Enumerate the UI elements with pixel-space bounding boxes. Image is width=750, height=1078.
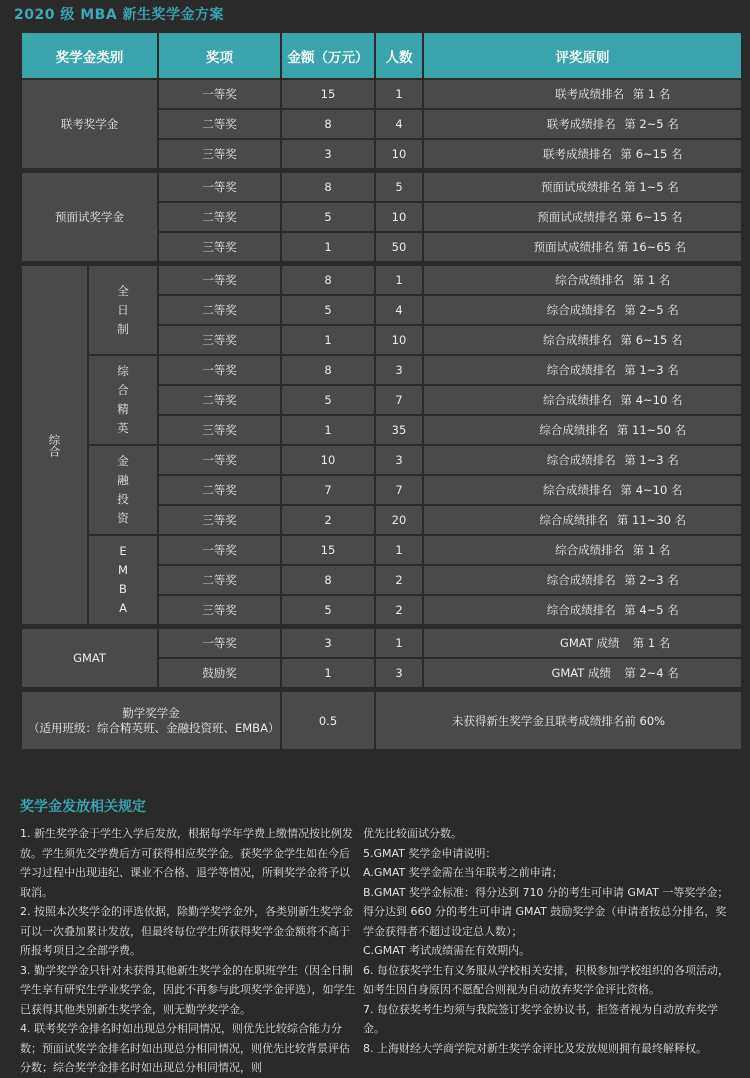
amount-cell: 3 (282, 629, 374, 657)
count-cell: 3 (376, 356, 422, 384)
amount-cell: 7 (282, 476, 374, 504)
basis-text: 综合成绩排名 (546, 303, 616, 317)
basis-cell (424, 506, 741, 534)
rank-text: 第 2~4 名 (624, 666, 679, 680)
basis-text: 预面试成绩排名 (540, 180, 622, 194)
award-cell: 一等奖 (159, 446, 280, 474)
award-cell: 一等奖 (159, 356, 280, 384)
rank-text: 第 1 名 (632, 636, 671, 650)
basis-text: 综合成绩排名 (539, 513, 609, 527)
spacer-cell (22, 626, 741, 627)
rule-paragraph: 优先比较面试分数。 (363, 827, 462, 840)
table-header-row (22, 33, 741, 78)
count-cell: 1 (376, 536, 422, 564)
basis-text: 综合成绩排名 (543, 483, 613, 497)
rank-text: 第 1~5 名 (624, 180, 679, 194)
count-cell: 10 (376, 203, 422, 231)
diligence-category-cell (22, 692, 280, 749)
count-cell: 4 (376, 110, 422, 138)
basis-text: GMAT 成绩 (559, 636, 620, 650)
subgroup-cell: 综 合 精 英 (89, 356, 157, 444)
rank-text: 第 1~3 名 (624, 363, 679, 377)
basis-cell (424, 659, 741, 687)
amount-cell: 1 (282, 416, 374, 444)
basis-text: 联考成绩排名 (546, 117, 616, 131)
award-cell: 一等奖 (159, 80, 280, 108)
count-cell: 4 (376, 296, 422, 324)
basis-cell (424, 203, 741, 231)
basis-cell (424, 596, 741, 624)
header-basis: 评奖原则 (424, 33, 741, 78)
amount-cell: 8 (282, 110, 374, 138)
rank-text: 第 16~65 名 (616, 240, 687, 254)
amount-cell: 5 (282, 596, 374, 624)
table-row (22, 173, 741, 201)
basis-text: 综合成绩排名 (543, 393, 613, 407)
rule-paragraph: 5.GMAT 奖学金申请说明： (363, 846, 497, 860)
spacer-cell (22, 170, 741, 171)
amount-cell: 1 (282, 326, 374, 354)
rank-text: 第 11~30 名 (616, 513, 687, 527)
award-cell: 三等奖 (159, 326, 280, 354)
count-cell: 2 (376, 566, 422, 594)
basis-text: 综合成绩排名 (546, 453, 616, 467)
category-cell: 联考奖学金 (22, 80, 157, 168)
count-cell: 1 (376, 80, 422, 108)
subgroup-cell: 全 日 制 (89, 266, 157, 354)
subgroup-cell: E M B A (89, 536, 157, 624)
count-cell: 2 (376, 596, 422, 624)
amount-cell: 8 (282, 566, 374, 594)
award-cell: 一等奖 (159, 173, 280, 201)
rank-text: 第 4~10 名 (620, 393, 683, 407)
basis-cell (424, 110, 741, 138)
basis-cell (424, 233, 741, 261)
table-row (22, 80, 741, 108)
basis-text: 预面试成绩排名 (537, 210, 618, 224)
basis-cell (424, 326, 741, 354)
rule-paragraph: 4. 联考奖学金排名时如出现总分相同情况，则优先比较综合能力分数；预面试奖学金排名时如出现总分相同情况，则优先比较背景评估分数；综合奖学金排名时如出现总分相同情况，则 (20, 1022, 350, 1074)
amount-cell: 8 (282, 356, 374, 384)
rules-left-column (20, 824, 357, 1078)
count-cell: 50 (376, 233, 422, 261)
basis-text: GMAT 成绩 (551, 666, 611, 680)
header-category: 奖学金类别 (22, 33, 157, 78)
rank-text: 第 2~5 名 (624, 303, 679, 317)
basis-text: 联考成绩排名 (543, 147, 613, 161)
basis-cell (424, 566, 741, 594)
award-cell: 二等奖 (159, 203, 280, 231)
basis-cell (424, 629, 741, 657)
table-row (22, 266, 741, 294)
basis-cell (424, 173, 741, 201)
amount-cell: 2 (282, 506, 374, 534)
diligence-row (22, 692, 741, 749)
basis-text: 综合成绩排名 (543, 333, 613, 347)
rule-paragraph: 3. 勤学奖学金只针对未获得其他新生奖学金的在职班学生（因全日制学生享有研究生学业奖学金，因此不再参与此项奖学金评选），如学生已获得其他类别新生奖学金，则无勤学奖学金。 (20, 963, 356, 1016)
category-cell: 预面试奖学金 (22, 173, 157, 261)
header-amount: 金额（万元） (282, 33, 374, 78)
award-cell: 一等奖 (159, 629, 280, 657)
table-row (22, 629, 741, 657)
basis-cell (424, 80, 741, 108)
rank-text: 第 2~3 名 (624, 573, 679, 587)
rank-text: 第 6~15 名 (620, 147, 683, 161)
award-cell: 二等奖 (159, 566, 280, 594)
basis-cell (424, 266, 741, 294)
basis-text: 综合成绩排名 (555, 543, 625, 557)
rules-title: 奖学金发放相关规定 (20, 799, 146, 815)
count-cell: 35 (376, 416, 422, 444)
diligence-title: 勤学奖学金 (122, 705, 180, 720)
rule-paragraph: 6. 每位获奖学生有义务服从学校相关安排，积极参加学校组织的各项活动，如考生因自身原因不愿配合则视为自动放弃奖学金评比资格。 (363, 963, 729, 996)
rank-text: 第 6~15 名 (620, 210, 683, 224)
basis-text: 综合成绩排名 (539, 423, 609, 437)
header-count: 人数 (376, 33, 422, 78)
award-cell: 二等奖 (159, 296, 280, 324)
count-cell: 10 (376, 140, 422, 168)
amount-cell: 15 (282, 80, 374, 108)
spacer-cell (22, 689, 741, 690)
rank-text: 第 6~15 名 (620, 333, 683, 347)
count-cell: 10 (376, 326, 422, 354)
award-cell: 三等奖 (159, 506, 280, 534)
rank-text: 第 1 名 (632, 273, 671, 287)
count-cell: 3 (376, 659, 422, 687)
award-cell: 一等奖 (159, 266, 280, 294)
basis-cell (424, 386, 741, 414)
basis-text: 综合成绩排名 (555, 273, 625, 287)
rank-text: 第 1 名 (632, 87, 671, 101)
diligence-note: 未获得新生奖学金且联考成绩排名前 60% (376, 692, 741, 749)
basis-cell (424, 296, 741, 324)
rule-paragraph: 2. 按照本次奖学金的评选依据，除勤学奖学金外，各类别新生奖学金可以一次叠加累计发放，但最终每位学生所获得奖学金金额将不高于所报考项目之全部学费。 (20, 905, 353, 957)
rule-paragraph: A.GMAT 奖学金需在当年联考之前申请； (363, 866, 563, 879)
rule-paragraph: 7. 每位获奖考生均须与我院签订奖学金协议书，拒签者视为自动放弃奖学金。 (363, 1002, 718, 1035)
award-cell: 二等奖 (159, 110, 280, 138)
rank-text: 第 11~50 名 (616, 423, 687, 437)
row-spacer (22, 263, 741, 264)
basis-text: 综合成绩排名 (546, 363, 616, 377)
header-award: 奖项 (159, 33, 280, 78)
award-cell: 二等奖 (159, 386, 280, 414)
amount-cell: 1 (282, 233, 374, 261)
award-cell: 二等奖 (159, 476, 280, 504)
rank-text: 第 1~3 名 (624, 453, 679, 467)
category-cell: 综合 (22, 266, 87, 624)
award-cell: 一等奖 (159, 536, 280, 564)
scholarship-table (20, 31, 743, 751)
rule-paragraph: C.GMAT 考试成绩需在有效期内。 (363, 944, 531, 957)
amount-cell: 5 (282, 386, 374, 414)
table-row (22, 356, 741, 384)
award-cell: 鼓励奖 (159, 659, 280, 687)
amount-cell: 5 (282, 296, 374, 324)
rank-text: 第 4~5 名 (624, 603, 679, 617)
rank-text: 第 4~10 名 (620, 483, 683, 497)
rule-paragraph: 8. 上海财经大学商学院对新生奖学金评比及发放规则拥有最终解释权。 (363, 1041, 707, 1055)
rank-text: 第 2~5 名 (624, 117, 679, 131)
diligence-amount: 0.5 (282, 692, 374, 749)
basis-cell (424, 416, 741, 444)
amount-cell: 8 (282, 173, 374, 201)
diligence-applies: （适用班级：综合精英班、金融投资班、EMBA） (28, 720, 280, 735)
rules-right-column (363, 824, 737, 1058)
award-cell: 三等奖 (159, 140, 280, 168)
count-cell: 3 (376, 446, 422, 474)
table-row (22, 446, 741, 474)
category-cell: GMAT (22, 629, 157, 687)
table-row (22, 536, 741, 564)
count-cell: 1 (376, 629, 422, 657)
basis-text: 预面试成绩排名 (533, 240, 615, 254)
basis-text: 综合成绩排名 (546, 573, 616, 587)
count-cell: 5 (376, 173, 422, 201)
amount-cell: 10 (282, 446, 374, 474)
basis-text: 综合成绩排名 (546, 603, 616, 617)
basis-cell (424, 356, 741, 384)
basis-cell (424, 536, 741, 564)
row-spacer (22, 170, 741, 171)
spacer-cell (22, 263, 741, 264)
amount-cell: 3 (282, 140, 374, 168)
row-spacer (22, 626, 741, 627)
award-cell: 三等奖 (159, 416, 280, 444)
count-cell: 20 (376, 506, 422, 534)
amount-cell: 8 (282, 266, 374, 294)
count-cell: 1 (376, 266, 422, 294)
rule-paragraph: 1. 新生奖学金于学生入学后发放，根据每学年学费上缴情况按比例发放。学生须先交学费后方可获得相应奖学金。获奖学金学生如在今后学习过程中出现违纪、课业不合格、退学等情况，所剩奖学金将予以取消。 (20, 827, 353, 899)
page-title: 2020 级 MBA 新生奖学金方案 (14, 7, 225, 23)
amount-cell: 1 (282, 659, 374, 687)
rule-paragraph: B.GMAT 奖学金标准：得分达到 710 分的考生可申请 GMAT 一等奖学金；得分达到 660 分的考生可申请 GMAT 鼓励奖学金（申请者按总分排名，奖学金获得者不超过设定总人数）； (363, 885, 729, 938)
subgroup-cell: 金 融 投 资 (89, 446, 157, 534)
rank-text: 第 1 名 (632, 543, 671, 557)
count-cell: 7 (376, 476, 422, 504)
amount-cell: 5 (282, 203, 374, 231)
row-spacer (22, 689, 741, 690)
basis-cell (424, 476, 741, 504)
basis-cell (424, 446, 741, 474)
count-cell: 7 (376, 386, 422, 414)
amount-cell: 15 (282, 536, 374, 564)
award-cell: 三等奖 (159, 596, 280, 624)
basis-cell (424, 140, 741, 168)
award-cell: 三等奖 (159, 233, 280, 261)
basis-text: 联考成绩排名 (555, 87, 625, 101)
